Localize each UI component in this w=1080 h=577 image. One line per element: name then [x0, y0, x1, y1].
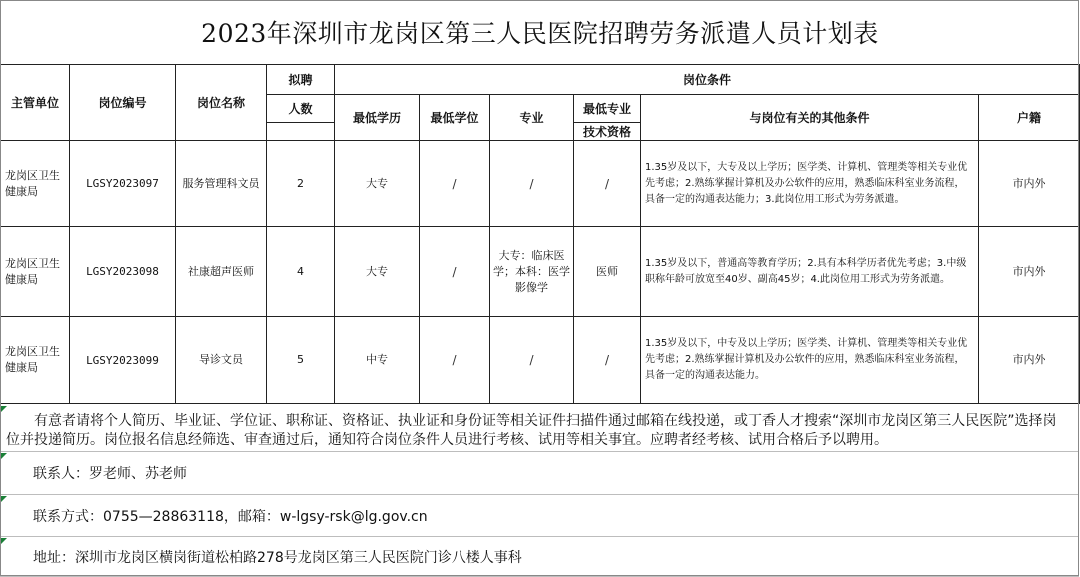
cell-degree: / — [420, 141, 490, 227]
cell-count: 2 — [267, 141, 335, 227]
header-education: 最低学历 — [335, 95, 420, 141]
header-qualification-bottom: 技术资格 — [574, 123, 641, 141]
header-unit: 主管单位 — [1, 65, 70, 141]
cell-residence: 市内外 — [979, 227, 1080, 317]
cell-name: 社康超声医师 — [176, 227, 267, 317]
cell-name: 服务管理科文员 — [176, 141, 267, 227]
header-name: 岗位名称 — [176, 65, 267, 141]
header-recruit-top: 拟聘 — [267, 65, 335, 95]
cell-other-conditions: 1.35岁及以下，中专及以上学历；医学类、计算机、管理类等相关专业优先考虑；2.熟练掌握计算机及办公软件的应用，熟悉临床科室业务流程，具备一定的沟通表达能力。 — [641, 317, 979, 404]
contact-text: 联系人：罗老师、苏老师 — [33, 466, 187, 482]
cell-major: / — [490, 317, 574, 404]
page-title: 2023年深圳市龙岗区第三人民医院招聘劳务派遣人员计划表 — [201, 19, 879, 48]
cell-code: LGSY2023097 — [70, 141, 176, 227]
cell-residence: 市内外 — [979, 141, 1080, 227]
cell-unit: 龙岗区卫生健康局 — [1, 227, 70, 317]
header-degree: 最低学位 — [420, 95, 490, 141]
cell-major: 大专：临床医学；本科：医学影像学 — [490, 227, 574, 317]
address-row — [0, 537, 1079, 577]
cell-qualification: / — [574, 141, 641, 227]
cell-degree: / — [420, 227, 490, 317]
cell-qualification: 医师 — [574, 227, 641, 317]
cell-education: 大专 — [335, 141, 420, 227]
header-major: 专业 — [490, 95, 574, 141]
contact-info — [0, 495, 1079, 537]
header-residence: 户籍 — [979, 95, 1080, 141]
cell-education: 大专 — [335, 227, 420, 317]
cell-marker-icon — [1, 538, 7, 544]
header-qualification-top: 最低专业 — [574, 95, 641, 123]
cell-unit: 龙岗区卫生健康局 — [1, 141, 70, 227]
header-recruit-bottom: 人数 — [267, 95, 335, 123]
cell-count: 4 — [267, 227, 335, 317]
header-other: 与岗位有关的其他条件 — [641, 95, 979, 141]
notice-text: 有意者请将个人简历、毕业证、学位证、职称证、资格证、执业证和身份证等相关证件扫描件通过邮箱在线投递，或丁香人才搜索“深圳市龙岗区第三人民医院”选择岗位并投递简历。岗位报名信息经筛选、审查通过后，通知符合岗位条件人员进行考核、试用等相关事宜。应聘者经考核、试用合格后予以聘用。 — [6, 413, 1057, 448]
cell-count: 5 — [267, 317, 335, 404]
cell-degree: / — [420, 317, 490, 404]
table-row — [1, 141, 1080, 227]
application-notice — [0, 405, 1079, 452]
table-row — [1, 227, 1080, 317]
cell-other-conditions: 1.35岁及以下，大专及以上学历；医学类、计算机、管理类等相关专业优先考虑；2.熟练掌握计算机及办公软件的应用，熟悉临床科室业务流程，具备一定的沟通表达能力；3.此岗位用工形式为劳务派遣。 — [641, 141, 979, 227]
cell-name: 导诊文员 — [176, 317, 267, 404]
header-recruit-blank — [267, 123, 335, 141]
cell-code: LGSY2023099 — [70, 317, 176, 404]
header-conditions: 岗位条件 — [335, 65, 1080, 95]
cell-unit: 龙岗区卫生健康局 — [1, 317, 70, 404]
cell-education: 中专 — [335, 317, 420, 404]
recruitment-table — [0, 64, 1080, 404]
contact-person — [0, 452, 1079, 495]
cell-code: LGSY2023098 — [70, 227, 176, 317]
table-row — [1, 317, 1080, 404]
cell-major: / — [490, 141, 574, 227]
address-text: 地址：深圳市龙岗区横岗街道松柏路278号龙岗区第三人民医院门诊八楼人事科 — [33, 549, 522, 566]
cell-marker-icon — [1, 406, 7, 412]
cell-marker-icon — [1, 496, 7, 502]
cell-marker-icon — [1, 453, 7, 459]
header-code: 岗位编号 — [70, 65, 176, 141]
phone-email-text: 联系方式：0755—28863118，邮箱：w-lgsy-rsk@lg.gov.cn — [33, 508, 428, 525]
cell-other-conditions: 1.35岁及以下，普通高等教育学历；2.具有本科学历者优先考虑；3.中级职称年龄可放宽至40岁、副高45岁；4.此岗位用工形式为劳务派遣。 — [641, 227, 979, 317]
cell-residence: 市内外 — [979, 317, 1080, 404]
cell-qualification: / — [574, 317, 641, 404]
